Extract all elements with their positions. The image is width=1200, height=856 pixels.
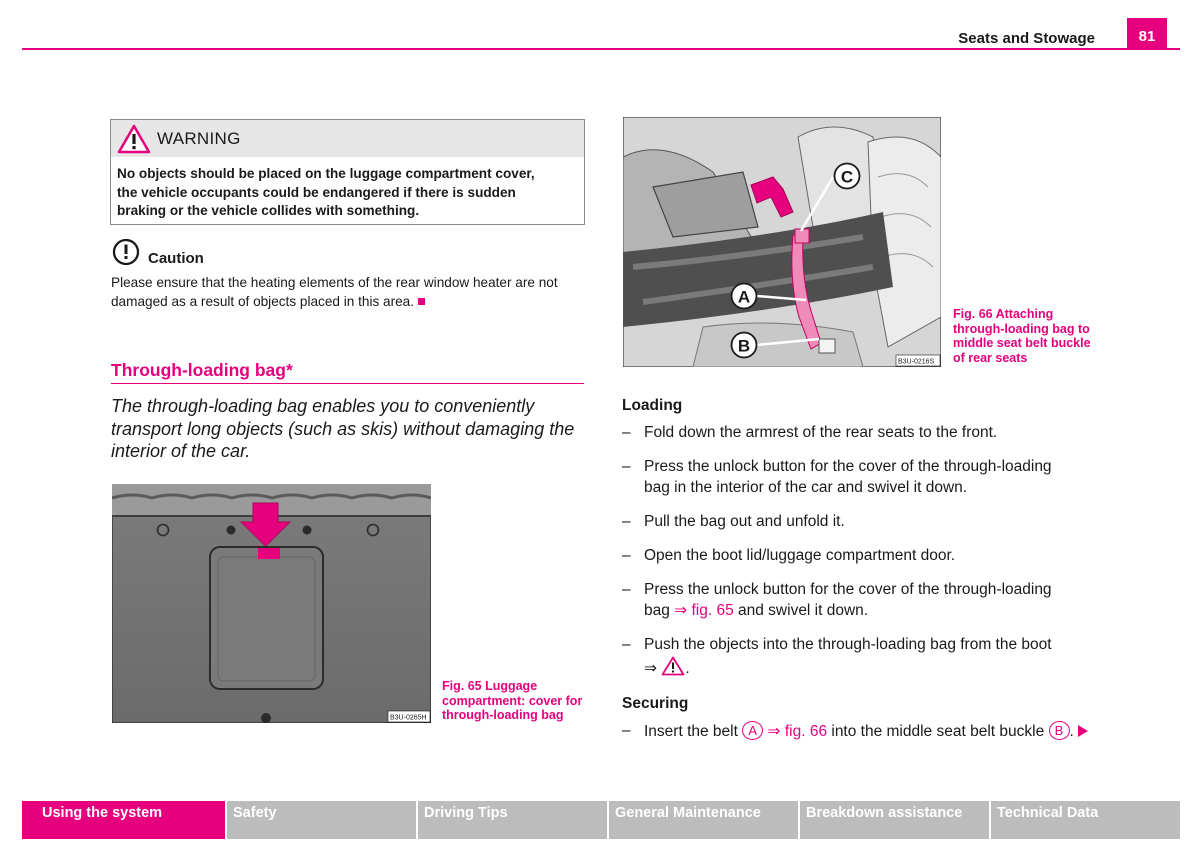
tab-using-the-system[interactable]: Using the system (22, 801, 225, 839)
tab-driving-tips[interactable]: Driving Tips (418, 801, 607, 839)
caption-line: middle seat belt buckle (953, 336, 1091, 351)
chapter-title: Seats and Stowage (958, 30, 1095, 47)
figure-code: B3U-0216S (898, 358, 935, 366)
figure-65-caption (442, 679, 587, 723)
warning-line: No objects should be placed on the luggage compartment cover, (117, 166, 535, 181)
caption-line: of rear seats (953, 351, 1028, 366)
page-number: 81 (1127, 18, 1167, 50)
step-text: Press the unlock button for the cover of the through-loading bag ⇒ fig. 65 and swivel it down. (644, 581, 1052, 619)
caution-line: Please ensure that the heating elements of the rear window heater are not (111, 275, 558, 290)
loading-step (622, 423, 1092, 444)
caution-line: damaged as a result of objects placed in this area. (111, 292, 589, 311)
figure-66-caption (953, 307, 1103, 366)
svg-text:B: B (737, 336, 751, 356)
caution-title: Caution (148, 250, 204, 267)
dash-marker: – (622, 547, 631, 564)
dash-marker: – (622, 424, 631, 441)
dash-marker: – (622, 636, 631, 653)
figure-code: B3U-0265H (390, 714, 427, 722)
loading-step (622, 635, 1092, 679)
end-marker-icon (418, 298, 425, 305)
section-title: Through-loading bag* (111, 360, 293, 380)
dash-marker: – (622, 722, 631, 739)
loading-step (622, 457, 1092, 498)
step-text: Press the unlock button for the cover of the through-loading bag in the interior of the car and swivel it down. (644, 458, 1052, 496)
warning-box (110, 119, 585, 225)
svg-text:A: A (737, 287, 751, 307)
intro-line: The through-loading bag enables you to conveniently (111, 396, 535, 416)
label-a-badge: A (742, 721, 763, 740)
tab-technical-data[interactable]: Technical Data (991, 801, 1180, 839)
warning-text (111, 157, 584, 221)
caption-line: through-loading bag to (953, 321, 1090, 336)
loading-step (622, 580, 1092, 621)
warning-line: braking or the vehicle collides with something. (117, 203, 420, 219)
dash-marker: – (622, 513, 631, 530)
step-text: Push the objects into the through-loading bag from the boot ⇒ . (644, 636, 1052, 677)
figure-65-luggage-cover (112, 484, 431, 723)
caption-line: through-loading bag (442, 708, 564, 723)
intro-line: transport long objects (such as skis) without damaging the (111, 418, 575, 439)
tab-general-maintenance[interactable]: General Maintenance (609, 801, 798, 839)
step-text: Open the boot lid/luggage compartment door. (644, 547, 956, 564)
caption-line: compartment: cover for (442, 693, 583, 708)
step-text: Fold down the armrest of the rear seats to the front. (644, 424, 998, 441)
loading-heading: Loading (622, 397, 683, 414)
figure-65-link[interactable]: ⇒ fig. 65 (674, 601, 734, 619)
step-text: Insert the belt A ⇒ fig. 66 into the middle seat belt buckle B . (622, 721, 1092, 743)
figure-66-rear-seats (623, 117, 941, 367)
dash-marker: – (622, 581, 631, 598)
warning-line: the vehicle occupants could be endangered if there is sudden (117, 184, 516, 200)
header-rule (22, 48, 1180, 50)
caution-icon (112, 238, 142, 268)
loading-step (622, 546, 1092, 567)
warning-title: WARNING (157, 128, 241, 148)
loading-step (622, 512, 1092, 533)
caution-text (111, 273, 589, 311)
tab-breakdown-assistance[interactable]: Breakdown assistance (800, 801, 989, 839)
warning-triangle-icon (117, 124, 151, 154)
warning-reference-icon[interactable] (661, 656, 685, 676)
dash-marker: – (622, 458, 631, 475)
label-b-badge: B (1049, 721, 1070, 740)
svg-text:C: C (840, 167, 854, 187)
callout-b (732, 333, 757, 358)
warning-header (111, 120, 584, 157)
tab-safety[interactable]: Safety (227, 801, 416, 839)
securing-step (622, 721, 1092, 743)
securing-heading: Securing (622, 695, 689, 712)
section-rule (111, 383, 584, 384)
footer-nav (22, 801, 1180, 839)
caption-line: Fig. 65 Luggage (442, 679, 538, 693)
step-text: Pull the bag out and unfold it. (644, 513, 845, 530)
continue-arrow-icon (1078, 725, 1088, 737)
callout-a (732, 284, 757, 309)
intro-text (111, 395, 586, 463)
callout-c (835, 164, 860, 189)
intro-line: interior of the car. (111, 441, 251, 461)
figure-66-link[interactable]: ⇒ fig. 66 (763, 723, 828, 740)
caption-line: Fig. 66 Attaching (953, 307, 1054, 321)
